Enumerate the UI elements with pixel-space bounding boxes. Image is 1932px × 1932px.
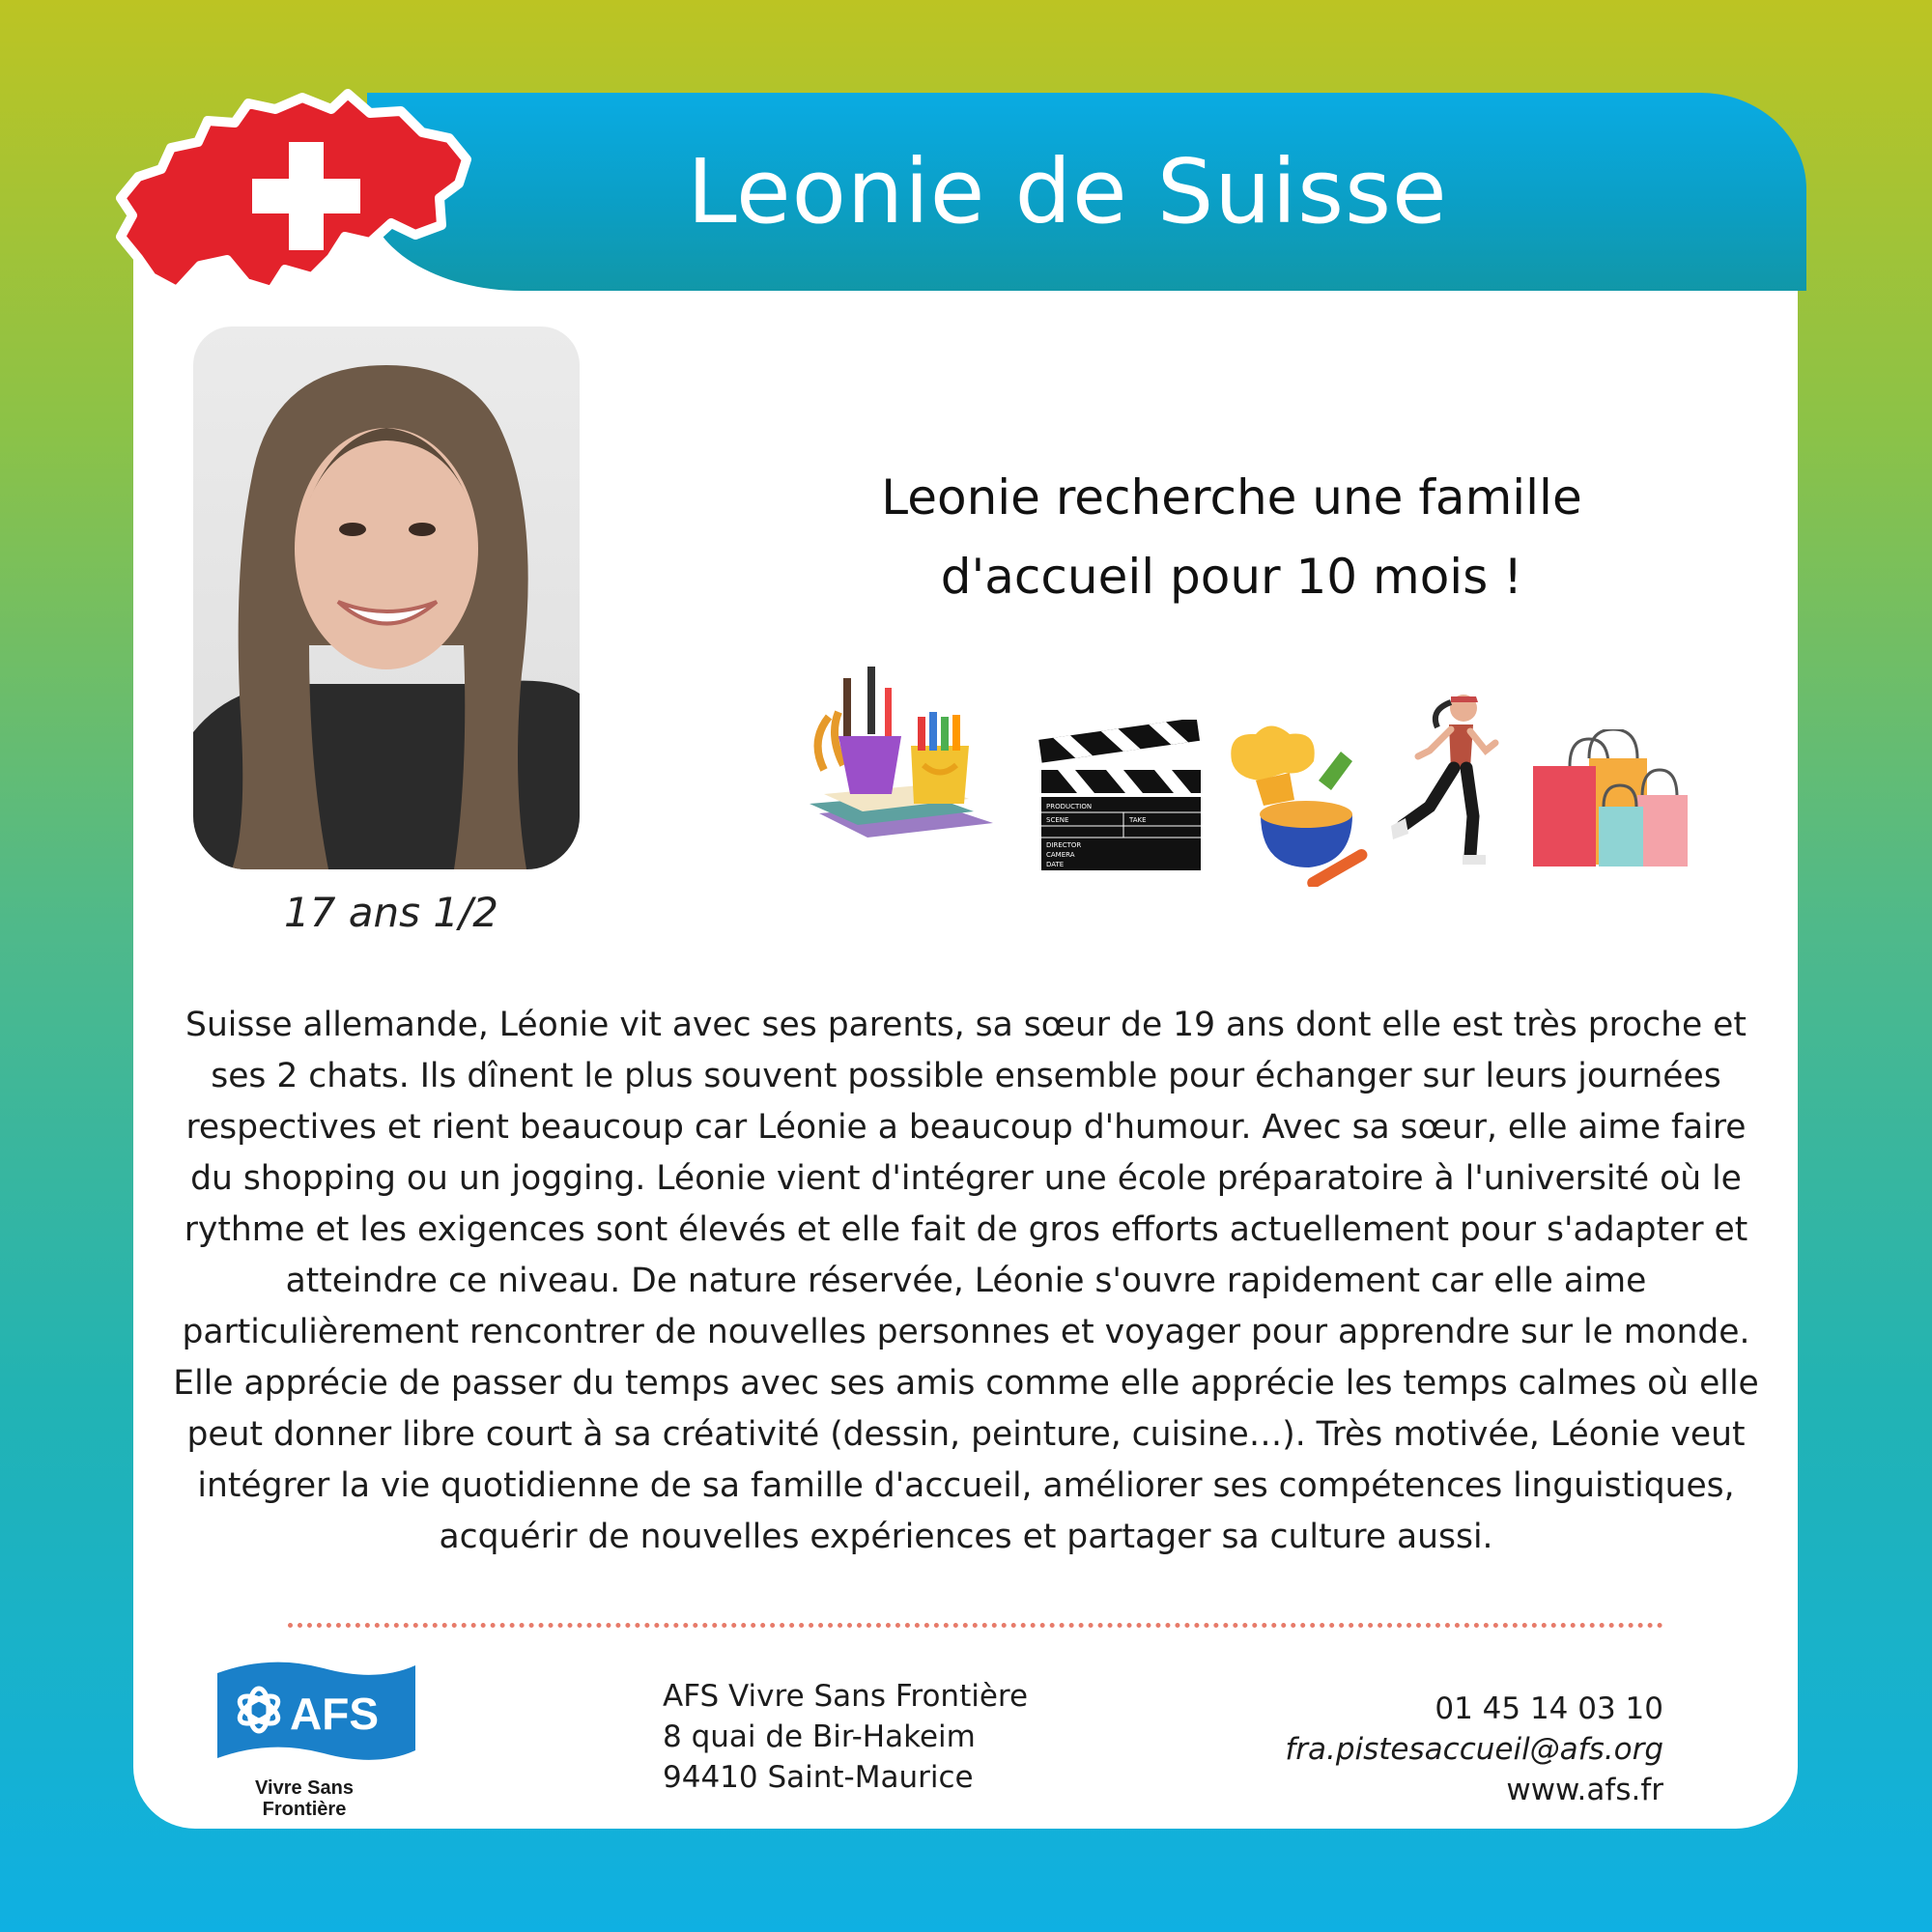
- clapper-label-date: DATE: [1046, 861, 1065, 868]
- dotted-separator: [288, 1623, 1663, 1628]
- page-title: Leonie de Suisse: [687, 140, 1448, 243]
- clapper-label-take: TAKE: [1129, 816, 1147, 824]
- clapper-label-camera: CAMERA: [1046, 851, 1075, 859]
- swiss-map-flag-icon: [82, 53, 493, 304]
- age-label: 17 ans 1/2: [284, 889, 498, 936]
- profile-description: Suisse allemande, Léonie vit avec ses parents, sa sœur de 19 ans dont elle est très proche et ses 2 chats. Ils dînent le plus souvent possible ensemble pour échanger sur leurs journées respectives et rient beaucoup car Léonie a beaucoup d'humour. Avec sa sœur, elle aime faire du shopping ou un jogging. Léonie vient d'intégrer une école préparatoire à l'université où le rythme et les exigences sont élevés et elle fait de gros efforts actuellement pour s'adapter et atteindre ce niveau. De nature réservée, Léonie s'ouvre rapidement car elle aime particulièrement rencontrer de nouvelles personnes et voyager pour apprendre sur le monde. Elle apprécie de passer du temps avec ses amis comme elle apprécie les temps calmes où elle peut donner libre court à sa créativité (dessin, peinture, cuisine…). Très motivée, Léonie veut intégrer la vie quotidienne de sa famille d'accueil, améliorer ses compétences linguistiques, acquérir de nouvelles expériences et partager sa culture aussi.: [173, 1006, 1759, 1556]
- portrait-photo: [193, 327, 580, 869]
- contact-block: [1285, 1689, 1663, 1810]
- clapper-label-scene: SCENE: [1046, 816, 1069, 824]
- cooking-icon: [1217, 723, 1377, 887]
- website-link[interactable]: www.afs.fr: [1506, 1773, 1663, 1807]
- afs-logo-icon: [213, 1654, 435, 1833]
- headline: [763, 458, 1700, 616]
- art-supplies-icon: [800, 659, 1003, 862]
- title-banner: [367, 93, 1806, 291]
- address-line-1: AFS Vivre Sans Frontière: [663, 1679, 1029, 1714]
- afs-logo-text: AFS: [290, 1689, 379, 1739]
- address-block: [663, 1676, 1028, 1798]
- phone-number: 01 45 14 03 10: [1435, 1691, 1663, 1726]
- clapper-label-director: DIRECTOR: [1046, 841, 1082, 849]
- film-clapperboard-icon: [1037, 720, 1206, 872]
- address-line-3: 94410 Saint-Maurice: [663, 1760, 974, 1795]
- shopping-bags-icon: [1531, 729, 1690, 869]
- headline-line-2: d'accueil pour 10 mois !: [940, 549, 1523, 605]
- clapper-label-production: PRODUCTION: [1046, 803, 1093, 810]
- afs-logo-subtitle-1: Vivre Sans: [255, 1777, 354, 1799]
- jogging-woman-icon: [1381, 681, 1502, 874]
- email-link[interactable]: fra.pistesaccueil@afs.org: [1285, 1732, 1663, 1767]
- afs-logo-subtitle-2: Frontière: [262, 1799, 347, 1820]
- headline-line-1: Leonie recherche une famille: [881, 469, 1582, 526]
- address-line-2: 8 quai de Bir-Hakeim: [663, 1719, 976, 1754]
